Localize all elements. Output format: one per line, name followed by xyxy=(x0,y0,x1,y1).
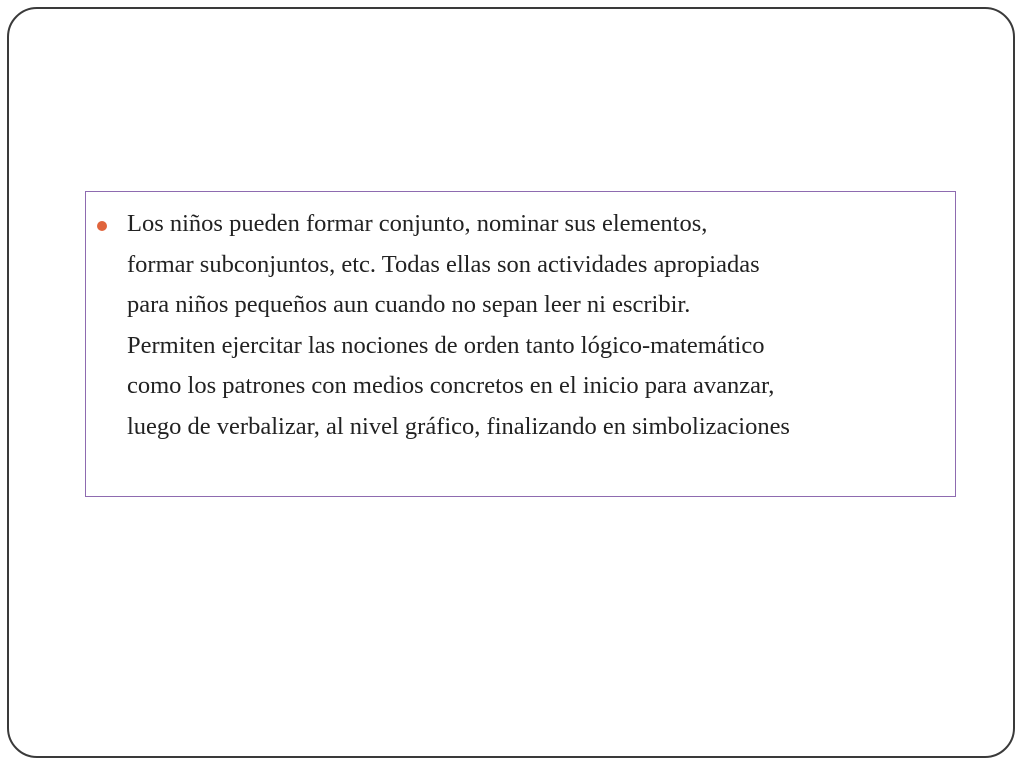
bullet-dot-icon xyxy=(97,221,107,231)
bullet-text: Los niños pueden formar conjunto, nominar sus elementos, formar subconjuntos, etc. Todas ellas son actividades apropiadas para niños pequeños aun cuando no sepan leer ni escribir. Permiten ejercitar las nociones de orden tanto lógico-matemático como los patrones con medios concretos en el inicio para avanzar, luego de verbalizar, al nivel gráfico, finalizando en simbolizaciones xyxy=(127,210,790,440)
content-text-box xyxy=(85,191,956,497)
slide xyxy=(7,7,1015,758)
